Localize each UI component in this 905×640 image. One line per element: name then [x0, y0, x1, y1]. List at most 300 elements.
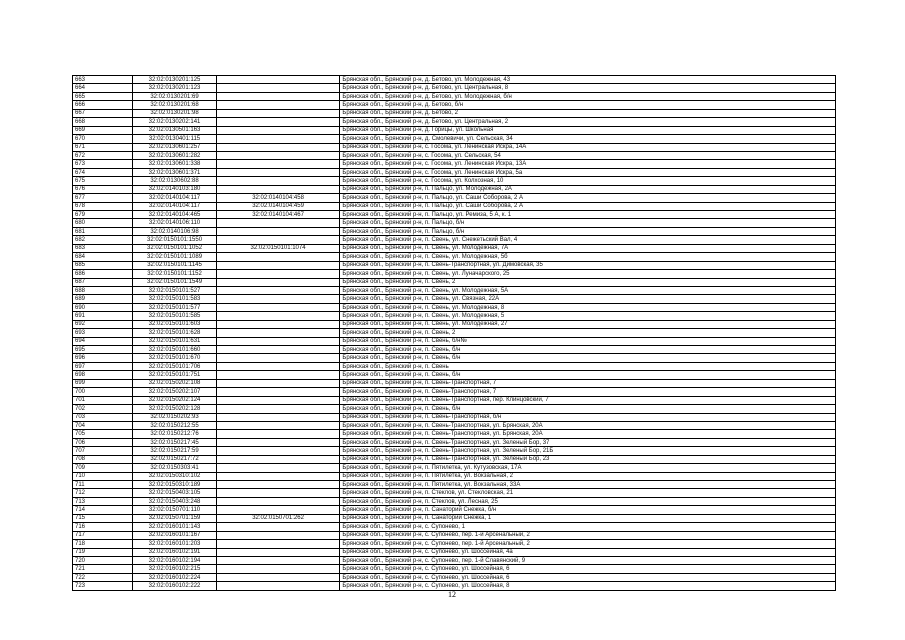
previous-cadastral-number-cell [216, 379, 340, 387]
cadastral-number-cell: 32:02:0150101:1550 [133, 236, 216, 244]
row-number-cell: 689 [73, 295, 133, 303]
row-number-cell: 673 [73, 160, 133, 168]
table-row [73, 413, 836, 421]
cadastral-number-cell: 32:02:0150212:76 [133, 430, 216, 438]
address-cell: Брянская обл., Брянский р-н, п. Пальцо, б/н [340, 227, 836, 235]
row-number-cell: 698 [73, 371, 133, 379]
previous-cadastral-number-cell [216, 556, 340, 564]
cadastral-number-cell: 32:02:0150101:585 [133, 312, 216, 320]
cadastral-number-cell: 32:02:0160102:222 [133, 582, 216, 590]
row-number-cell: 723 [73, 582, 133, 590]
address-cell: Брянская обл., Брянский р-н, п. Пальцо, ул. Ремиза, 5 А, к. 1 [340, 211, 836, 219]
address-cell: Брянская обл., Брянский р-н, с. Супонево, ул. Шоссейная, 4а [340, 548, 836, 556]
cadastral-number-cell: 32:02:0130201:123 [133, 84, 216, 92]
row-number-cell: 710 [73, 472, 133, 480]
address-cell: Брянская обл., Брянский р-н, п. Свень, 2 [340, 278, 836, 286]
address-cell: Брянская обл., Брянский р-н, д. Смолевичи, ул. Сельская, 34 [340, 135, 836, 143]
table-row [73, 312, 836, 320]
row-number-cell: 681 [73, 227, 133, 235]
table-row [73, 489, 836, 497]
cadastral-number-cell: 32:02:0150101:1052 [133, 244, 216, 252]
table-row [73, 151, 836, 159]
cadastral-number-cell: 32:02:0130601:338 [133, 160, 216, 168]
previous-cadastral-number-cell [216, 312, 340, 320]
address-cell: Брянская обл., Брянский р-н, п. Санаторий Снежка, б/н [340, 506, 836, 514]
address-cell: Брянская обл., Брянский р-н, п. Свень-Транспортная, пер. Клинцовский, 7 [340, 396, 836, 404]
address-cell: Брянская обл., Брянский р-н, п. Пальцо, б/н [340, 219, 836, 227]
address-cell: Брянская обл., Брянский р-н, п. Свень, б/н [340, 354, 836, 362]
row-number-cell: 704 [73, 421, 133, 429]
previous-cadastral-number-cell [216, 329, 340, 337]
row-number-cell: 670 [73, 135, 133, 143]
cadastral-number-cell: 32:02:0150101:1145 [133, 261, 216, 269]
cadastral-number-cell: 32:02:0150101:583 [133, 295, 216, 303]
previous-cadastral-number-cell [216, 101, 340, 109]
previous-cadastral-number-cell: 32:02:0150701:262 [216, 514, 340, 522]
previous-cadastral-number-cell [216, 118, 340, 126]
cadastral-number-cell: 32:02:0160101:143 [133, 523, 216, 531]
row-number-cell: 688 [73, 286, 133, 294]
registry-table-body [73, 76, 836, 591]
table-row [73, 430, 836, 438]
table-row [73, 337, 836, 345]
row-number-cell: 672 [73, 151, 133, 159]
row-number-cell: 699 [73, 379, 133, 387]
previous-cadastral-number-cell [216, 405, 340, 413]
cadastral-number-cell: 32:02:0150403:248 [133, 497, 216, 505]
table-row [73, 523, 836, 531]
address-cell: Брянская обл., Брянский р-н, п. Стеклов, ул. Стекловская, 21 [340, 489, 836, 497]
cadastral-number-cell: 32:02:0150202:124 [133, 396, 216, 404]
previous-cadastral-number-cell [216, 523, 340, 531]
table-row [73, 421, 836, 429]
table-row [73, 531, 836, 539]
previous-cadastral-number-cell [216, 413, 340, 421]
cadastral-number-cell: 32:02:0140104:117 [133, 202, 216, 210]
address-cell: Брянская обл., Брянский р-н, п. Свень, б/н [340, 405, 836, 413]
address-cell: Брянская обл., Брянский р-н, п. Пятилетка, ул. Вокзальная, 33А [340, 481, 836, 489]
address-cell: Брянская обл., Брянский р-н, п. Свень, ул. Снежетьский Вал, 4 [340, 236, 836, 244]
row-number-cell: 701 [73, 396, 133, 404]
table-row [73, 481, 836, 489]
table-row [73, 185, 836, 193]
cadastral-number-cell: 32:02:0130202:141 [133, 118, 216, 126]
previous-cadastral-number-cell [216, 143, 340, 151]
address-cell: Брянская обл., Брянский р-н, д. Бетово, 2 [340, 109, 836, 117]
row-number-cell: 692 [73, 320, 133, 328]
table-row [73, 92, 836, 100]
cadastral-number-cell: 32:02:0160102:224 [133, 573, 216, 581]
cadastral-number-cell: 32:02:0130401:115 [133, 135, 216, 143]
table-row [73, 573, 836, 581]
address-cell: Брянская обл., Брянский р-н, п. Свень, 2 [340, 329, 836, 337]
row-number-cell: 678 [73, 202, 133, 210]
table-row [73, 497, 836, 505]
address-cell: Брянская обл., Брянский р-н, п. Пальцо, ул. Молодежная, 2А [340, 185, 836, 193]
row-number-cell: 716 [73, 523, 133, 531]
address-cell: Брянская обл., Брянский р-н, п. Свень-Транспортная, ул. Брянская, 20А [340, 430, 836, 438]
cadastral-number-cell: 32:02:0150701:110 [133, 506, 216, 514]
cadastral-number-cell: 32:02:0160102:194 [133, 556, 216, 564]
table-row [73, 396, 836, 404]
table-row [73, 447, 836, 455]
row-number-cell: 664 [73, 84, 133, 92]
table-row [73, 202, 836, 210]
previous-cadastral-number-cell [216, 388, 340, 396]
table-row [73, 379, 836, 387]
table-row [73, 329, 836, 337]
row-number-cell: 667 [73, 109, 133, 117]
row-number-cell: 702 [73, 405, 133, 413]
cadastral-number-cell: 32:02:0140106:110 [133, 219, 216, 227]
page-number: 12 [448, 590, 456, 599]
previous-cadastral-number-cell [216, 92, 340, 100]
table-row [73, 177, 836, 185]
row-number-cell: 679 [73, 211, 133, 219]
address-cell: Брянская обл., Брянский р-н, п. Свень, ул. Молодежная, 7А [340, 244, 836, 252]
address-cell: Брянская обл., Брянский р-н, п. Свень-Транспортная, ул. Зеленый Бор, 23 [340, 455, 836, 463]
row-number-cell: 697 [73, 362, 133, 370]
table-row [73, 565, 836, 573]
address-cell: Брянская обл., Брянский р-н, п. Свень, б/н№ [340, 337, 836, 345]
cadastral-number-cell: 32:02:0150101:660 [133, 346, 216, 354]
row-number-cell: 669 [73, 126, 133, 134]
previous-cadastral-number-cell [216, 472, 340, 480]
previous-cadastral-number-cell [216, 227, 340, 235]
cadastral-number-cell: 32:02:0150101:1549 [133, 278, 216, 286]
previous-cadastral-number-cell [216, 177, 340, 185]
address-cell: Брянская обл., Брянский р-н, п. Свень-Транспортная, ул. Димовская, 35 [340, 261, 836, 269]
row-number-cell: 680 [73, 219, 133, 227]
table-row [73, 118, 836, 126]
previous-cadastral-number-cell [216, 362, 340, 370]
address-cell: Брянская обл., Брянский р-н, с. Супонево, пер. 1-й Арсенальный, 2 [340, 540, 836, 548]
previous-cadastral-number-cell [216, 506, 340, 514]
previous-cadastral-number-cell [216, 548, 340, 556]
table-row [73, 371, 836, 379]
cadastral-number-cell: 32:02:0150101:603 [133, 320, 216, 328]
previous-cadastral-number-cell [216, 278, 340, 286]
row-number-cell: 684 [73, 253, 133, 261]
cadastral-number-cell: 32:02:0130201:125 [133, 76, 216, 84]
row-number-cell: 666 [73, 101, 133, 109]
previous-cadastral-number-cell [216, 76, 340, 84]
cadastral-number-cell: 32:02:0130601:282 [133, 151, 216, 159]
table-row [73, 101, 836, 109]
address-cell: Брянская обл., Брянский р-н, с. Супонево, пер. 1-й Славянский, 9 [340, 556, 836, 564]
previous-cadastral-number-cell [216, 236, 340, 244]
address-cell: Брянская обл., Брянский р-н, с. Госома, ул. Ленинская Искра, 5а [340, 168, 836, 176]
address-cell: Брянская обл., Брянский р-н, с. Госома, ул. Сельская, 54 [340, 151, 836, 159]
table-row [73, 303, 836, 311]
row-number-cell: 683 [73, 244, 133, 252]
previous-cadastral-number-cell [216, 354, 340, 362]
row-number-cell: 665 [73, 92, 133, 100]
address-cell: Брянская обл., Брянский р-н, с. Супонево, ул. Шоссейная, 6 [340, 573, 836, 581]
address-cell: Брянская обл., Брянский р-н, п. Стеклов, ул. Лесная, 25 [340, 497, 836, 505]
previous-cadastral-number-cell [216, 455, 340, 463]
row-number-cell: 717 [73, 531, 133, 539]
row-number-cell: 719 [73, 548, 133, 556]
previous-cadastral-number-cell [216, 421, 340, 429]
row-number-cell: 671 [73, 143, 133, 151]
table-row [73, 236, 836, 244]
table-row [73, 261, 836, 269]
cadastral-number-cell: 32:02:0150101:631 [133, 337, 216, 345]
address-cell: Брянская обл., Брянский р-н, п. Свень-Транспортная, ул. Зеленый Бор, 37 [340, 438, 836, 446]
cadastral-number-cell: 32:02:0150701:159 [133, 514, 216, 522]
address-cell: Брянская обл., Брянский р-н, п. Свень-Транспортная, ул. Брянская, 20А [340, 421, 836, 429]
address-cell: Брянская обл., Брянский р-н, п. Свень, ул. Луначарского, 25 [340, 270, 836, 278]
address-cell: Брянская обл., Брянский р-н, п. Свень, ул. Молодежная, 8 [340, 303, 836, 311]
cadastral-number-cell: 32:02:0150217:59 [133, 447, 216, 455]
table-row [73, 84, 836, 92]
cadastral-number-cell: 32:02:0150212:55 [133, 421, 216, 429]
table-row [73, 286, 836, 294]
previous-cadastral-number-cell [216, 109, 340, 117]
cadastral-number-cell: 32:02:0150101:1089 [133, 253, 216, 261]
address-cell: Брянская обл., Брянский р-н, с. Супонево, пер. 1-й Арсенальный, 2 [340, 531, 836, 539]
table-row [73, 506, 836, 514]
table-row [73, 270, 836, 278]
cadastral-number-cell: 32:02:0130501:163 [133, 126, 216, 134]
address-cell: Брянская обл., Брянский р-н, п. Свень-Транспортная, 7 [340, 379, 836, 387]
row-number-cell: 714 [73, 506, 133, 514]
cadastral-number-cell: 32:02:0130201:69 [133, 92, 216, 100]
previous-cadastral-number-cell [216, 573, 340, 581]
previous-cadastral-number-cell [216, 261, 340, 269]
cadastral-number-cell: 32:02:0150101:670 [133, 354, 216, 362]
address-cell: Брянская обл., Брянский р-н, п. Свень, б/н [340, 346, 836, 354]
cadastral-number-cell: 32:02:0140104:465 [133, 211, 216, 219]
table-row [73, 253, 836, 261]
previous-cadastral-number-cell: 32:02:0150101:1074 [216, 244, 340, 252]
table-row [73, 455, 836, 463]
row-number-cell: 703 [73, 413, 133, 421]
row-number-cell: 708 [73, 455, 133, 463]
cadastral-number-cell: 32:02:0140103:180 [133, 185, 216, 193]
table-row [73, 295, 836, 303]
previous-cadastral-number-cell: 32:02:0140104:458 [216, 194, 340, 202]
previous-cadastral-number-cell [216, 84, 340, 92]
table-row [73, 135, 836, 143]
table-row [73, 346, 836, 354]
table-row [73, 194, 836, 202]
cadastral-number-cell: 32:02:0160102:191 [133, 548, 216, 556]
row-number-cell: 686 [73, 270, 133, 278]
row-number-cell: 691 [73, 312, 133, 320]
cadastral-number-cell: 32:02:0160101:167 [133, 531, 216, 539]
table-row [73, 143, 836, 151]
row-number-cell: 718 [73, 540, 133, 548]
table-row [73, 354, 836, 362]
previous-cadastral-number-cell [216, 497, 340, 505]
table-row [73, 362, 836, 370]
address-cell: Брянская обл., Брянский р-н, п. Свень, ул. Молодежная, 27 [340, 320, 836, 328]
cadastral-number-cell: 32:02:0130201:68 [133, 101, 216, 109]
row-number-cell: 715 [73, 514, 133, 522]
cadastral-number-cell: 32:02:0160101:203 [133, 540, 216, 548]
table-row [73, 126, 836, 134]
address-cell: Брянская обл., Брянский р-н, с. Госома, ул. Ленинская Искра, 13А [340, 160, 836, 168]
row-number-cell: 675 [73, 177, 133, 185]
address-cell: Брянская обл., Брянский р-н, п. Пальцо, ул. Саши Соборова, 2 А [340, 194, 836, 202]
previous-cadastral-number-cell [216, 295, 340, 303]
address-cell: Брянская обл., Брянский р-н, д. Бетово, ул. Центральная, 8 [340, 84, 836, 92]
row-number-cell: 705 [73, 430, 133, 438]
cadastral-number-cell: 32:02:0150217:45 [133, 438, 216, 446]
previous-cadastral-number-cell [216, 464, 340, 472]
table-row [73, 582, 836, 590]
previous-cadastral-number-cell [216, 151, 340, 159]
previous-cadastral-number-cell [216, 253, 340, 261]
previous-cadastral-number-cell [216, 320, 340, 328]
previous-cadastral-number-cell [216, 582, 340, 590]
previous-cadastral-number-cell [216, 168, 340, 176]
cadastral-number-cell: 32:02:0150303:41 [133, 464, 216, 472]
row-number-cell: 706 [73, 438, 133, 446]
cadastral-number-cell: 32:02:0130201:98 [133, 109, 216, 117]
address-cell: Брянская обл., Брянский р-н, п. Пальцо, ул. Саши Соборова, 2 А [340, 202, 836, 210]
row-number-cell: 696 [73, 354, 133, 362]
address-cell: Брянская обл., Брянский р-н, п. Свень, ул. Молодежная, 5А [340, 286, 836, 294]
previous-cadastral-number-cell: 32:02:0140104:467 [216, 211, 340, 219]
cadastral-number-cell: 32:02:0150310:189 [133, 481, 216, 489]
address-cell: Брянская обл., Брянский р-н, п. Свень-Транспортная, 7 [340, 388, 836, 396]
address-cell: Брянская обл., Брянский р-н, п. Свень, ул. Молодежная, 5 [340, 312, 836, 320]
cadastral-number-cell: 32:02:0130601:371 [133, 168, 216, 176]
previous-cadastral-number-cell [216, 303, 340, 311]
row-number-cell: 663 [73, 76, 133, 84]
address-cell: Брянская обл., Брянский р-н, с. Супонево, ул. Шоссейная, 6 [340, 565, 836, 573]
address-cell: Брянская обл., Брянский р-н, с. Супонево, 1 [340, 523, 836, 531]
row-number-cell: 693 [73, 329, 133, 337]
cadastral-number-cell: 32:02:0150101:751 [133, 371, 216, 379]
row-number-cell: 722 [73, 573, 133, 581]
previous-cadastral-number-cell [216, 438, 340, 446]
table-row [73, 160, 836, 168]
previous-cadastral-number-cell [216, 126, 340, 134]
row-number-cell: 720 [73, 556, 133, 564]
previous-cadastral-number-cell [216, 447, 340, 455]
cadastral-number-cell: 32:02:0160102:215 [133, 565, 216, 573]
cadastral-number-cell: 32:02:0150217:72 [133, 455, 216, 463]
address-cell: Брянская обл., Брянский р-н, д. Бетово, б/н [340, 101, 836, 109]
address-cell: Брянская обл., Брянский р-н, п. Свень, ул. Молодежная, 5б [340, 253, 836, 261]
row-number-cell: 677 [73, 194, 133, 202]
cadastral-number-cell: 32:02:0150101:577 [133, 303, 216, 311]
address-cell: Брянская обл., Брянский р-н, п. Санаторий Снежка, 1 [340, 514, 836, 522]
address-cell: Брянская обл., Брянский р-н, д. Бетово, ул. Центральная, 2 [340, 118, 836, 126]
cadastral-number-cell: 32:02:0150202:108 [133, 379, 216, 387]
table-row [73, 168, 836, 176]
table-row [73, 464, 836, 472]
table-row [73, 109, 836, 117]
address-cell: Брянская обл., Брянский р-н, с. Супонево, ул. Шоссейная, 8 [340, 582, 836, 590]
address-cell: Брянская обл., Брянский р-н, п. Свень, ул. Связная, 22А [340, 295, 836, 303]
row-number-cell: 676 [73, 185, 133, 193]
cadastral-number-cell: 32:02:0150101:1152 [133, 270, 216, 278]
row-number-cell: 721 [73, 565, 133, 573]
address-cell: Брянская обл., Брянский р-н, с. Госома, ул. Колхозная, 10 [340, 177, 836, 185]
previous-cadastral-number-cell [216, 135, 340, 143]
row-number-cell: 682 [73, 236, 133, 244]
address-cell: Брянская обл., Брянский р-н, п. Свень-Транспортная, б/н [340, 413, 836, 421]
row-number-cell: 687 [73, 278, 133, 286]
row-number-cell: 695 [73, 346, 133, 354]
previous-cadastral-number-cell [216, 185, 340, 193]
cadastral-number-cell: 32:02:0150202:128 [133, 405, 216, 413]
address-cell: Брянская обл., Брянский р-н, с. Госома, ул. Ленинская Искра, 14А [340, 143, 836, 151]
row-number-cell: 700 [73, 388, 133, 396]
cadastral-number-cell: 32:02:0140104:117 [133, 194, 216, 202]
table-row [73, 405, 836, 413]
previous-cadastral-number-cell [216, 540, 340, 548]
row-number-cell: 668 [73, 118, 133, 126]
previous-cadastral-number-cell [216, 565, 340, 573]
table-row [73, 556, 836, 564]
table-row [73, 472, 836, 480]
table-row [73, 388, 836, 396]
cadastral-number-cell: 32:02:0130602:88 [133, 177, 216, 185]
cadastral-number-cell: 32:02:0150202:93 [133, 413, 216, 421]
row-number-cell: 674 [73, 168, 133, 176]
previous-cadastral-number-cell [216, 531, 340, 539]
cadastral-number-cell: 32:02:0150403:105 [133, 489, 216, 497]
table-row [73, 244, 836, 252]
previous-cadastral-number-cell [216, 286, 340, 294]
previous-cadastral-number-cell [216, 396, 340, 404]
address-cell: Брянская обл., Брянский р-н, д. Бетово, ул. Молодежная, 43 [340, 76, 836, 84]
table-row [73, 548, 836, 556]
cadastral-number-cell: 32:02:0150101:706 [133, 362, 216, 370]
row-number-cell: 694 [73, 337, 133, 345]
previous-cadastral-number-cell [216, 346, 340, 354]
row-number-cell: 713 [73, 497, 133, 505]
table-row [73, 227, 836, 235]
table-row [73, 278, 836, 286]
address-cell: Брянская обл., Брянский р-н, д. Горицы, ул. Школьная [340, 126, 836, 134]
address-cell: Брянская обл., Брянский р-н, п. Свень-Транспортная, ул. Зеленый Бор, 21Б [340, 447, 836, 455]
previous-cadastral-number-cell [216, 219, 340, 227]
address-cell: Брянская обл., Брянский р-н, п. Пятилетка, ул. Вокзальная, 2 [340, 472, 836, 480]
cadastral-number-cell: 32:02:0140106:98 [133, 227, 216, 235]
previous-cadastral-number-cell [216, 430, 340, 438]
row-number-cell: 712 [73, 489, 133, 497]
previous-cadastral-number-cell [216, 160, 340, 168]
table-row [73, 514, 836, 522]
table-row [73, 438, 836, 446]
cadastral-number-cell: 32:02:0130601:257 [133, 143, 216, 151]
row-number-cell: 690 [73, 303, 133, 311]
address-cell: Брянская обл., Брянский р-н, п. Пятилетка, ул. Кутузовская, 17А [340, 464, 836, 472]
table-row [73, 76, 836, 84]
table-row [73, 219, 836, 227]
address-cell: Брянская обл., Брянский р-н, п. Свень, б/н [340, 371, 836, 379]
row-number-cell: 685 [73, 261, 133, 269]
address-cell: Брянская обл., Брянский р-н, п. Свень [340, 362, 836, 370]
previous-cadastral-number-cell: 32:02:0140104:459 [216, 202, 340, 210]
table-row [73, 320, 836, 328]
row-number-cell: 709 [73, 464, 133, 472]
previous-cadastral-number-cell [216, 481, 340, 489]
table-row [73, 211, 836, 219]
previous-cadastral-number-cell [216, 337, 340, 345]
previous-cadastral-number-cell [216, 489, 340, 497]
cadastral-number-cell: 32:02:0150101:527 [133, 286, 216, 294]
address-cell: Брянская обл., Брянский р-н, д. Бетово, ул. Молодежная, б/н [340, 92, 836, 100]
table-row [73, 540, 836, 548]
